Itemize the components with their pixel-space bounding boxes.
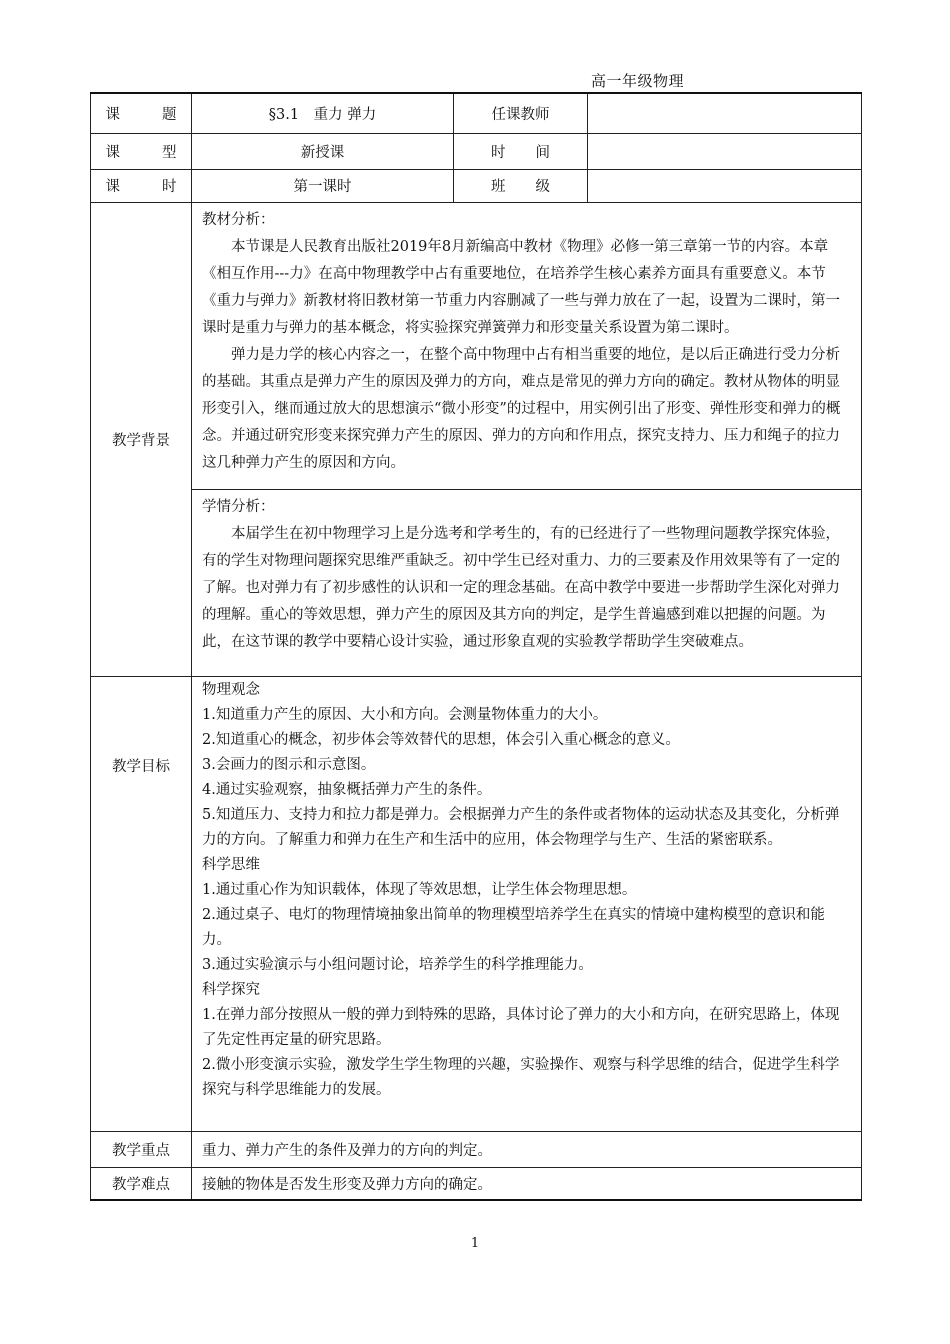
goal-item: 1.知道重力产生的原因、大小和方向。会测量物体重力的大小。 <box>202 706 608 723</box>
goal-item: 5.知道压力、支持力和拉力都是弹力。会根据弹力产生的条件或者物体的运动状态及其变化，分析弹力的方向。了解重力和弹力在生产和生活中的应用，体会物理学与生产、生活的紧密联系。 <box>202 806 840 848</box>
label-time: 时 间 <box>454 133 588 169</box>
key-point-row <box>91 1131 862 1167</box>
label-difficulty: 教学难点 <box>91 1167 192 1200</box>
students-heading: 学情分析： <box>202 498 275 515</box>
material-analysis <box>192 202 862 489</box>
info-row-period <box>91 169 862 202</box>
label-type: 课 型 <box>91 133 192 169</box>
student-analysis <box>192 489 862 676</box>
background-row-material <box>91 202 862 489</box>
difficulty-text: 接触的物体是否发生形变及弹力方向的确定。 <box>192 1167 862 1200</box>
goal-section-title: 科学探究 <box>202 981 260 998</box>
value-type: 新授课 <box>192 133 454 169</box>
goal-item: 2.通过桌子、电灯的物理情境抽象出简单的物理模型培养学生在真实的情境中建构模型的意识和能力。 <box>202 906 825 948</box>
value-teacher <box>588 93 862 133</box>
page-number: 1 <box>470 1236 480 1251</box>
goals-row <box>91 676 862 1131</box>
label-goals: 教学目标 <box>91 676 192 1131</box>
info-row-type <box>91 133 862 169</box>
value-topic: §3.1 重力 弹力 <box>192 93 454 133</box>
goal-item: 1.通过重心作为知识载体，体现了等效思想，让学生体会物理思想。 <box>202 881 637 898</box>
goal-section-title: 科学思维 <box>202 856 260 873</box>
label-teacher: 任课教师 <box>454 93 588 133</box>
goal-item: 1.在弹力部分按照从一般的弹力到特殊的思路，具体讨论了弹力的大小和方向，在研究思路上，体现了先定性再定量的研究思路。 <box>202 1006 840 1048</box>
label-class: 班 级 <box>454 169 588 202</box>
goal-item: 3.通过实验演示与小组问题讨论，培养学生的科学推理能力。 <box>202 956 593 973</box>
difficulty-row <box>91 1167 862 1200</box>
goal-section-title: 物理观念 <box>202 681 260 698</box>
goal-item: 3.会画力的图示和示意图。 <box>202 756 376 773</box>
value-time <box>588 133 862 169</box>
label-topic: 课 题 <box>91 93 192 133</box>
info-row-topic <box>91 93 862 133</box>
goal-item: 2.知道重心的概念，初步体会等效替代的思想，体会引入重心概念的意义。 <box>202 731 680 748</box>
lesson-plan-table <box>90 92 862 1201</box>
label-period: 课 时 <box>91 169 192 202</box>
grade-subject-header: 高一年级物理 <box>591 72 685 90</box>
background-row-students <box>91 489 862 676</box>
label-background: 教学背景 <box>91 202 192 676</box>
value-period: 第一课时 <box>192 169 454 202</box>
goal-item: 2.微小形变演示实验，激发学生学生物理的兴趣，实验操作、观察与科学思维的结合，促进学生科学探究与科学思维能力的发展。 <box>202 1056 840 1098</box>
label-key-point: 教学重点 <box>91 1131 192 1167</box>
goal-item: 4.通过实验观察，抽象概括弹力产生的条件。 <box>202 781 492 798</box>
key-point-text: 重力、弹力产生的条件及弹力的方向的判定。 <box>192 1131 862 1167</box>
students-paragraph-1: 本届学生在初中物理学习上是分选考和学考生的，有的已经进行了一些物理问题教学探究体验，有的学生对物理问题探究思维严重缺乏。初中学生已经对重力、力的三要素及作用效果等有了一定的了解。也对弹力有了初步感性的认识和一定的理念基础。在高中教学中要进一步帮助学生深化对弹力的理解。重心的等效思想，弹力产生的原因及其方向的判定，是学生普遍感到难以把握的问题。为此，在这节课的教学中要精心设计实验，通过形象直观的实验教学帮助学生突破难点。 <box>202 525 840 650</box>
value-class <box>588 169 862 202</box>
material-paragraph-2: 弹力是力学的核心内容之一，在整个高中物理中占有相当重要的地位，是以后正确进行受力分析的基础。其重点是弹力产生的原因及弹力的方向，难点是常见的弹力方向的确定。教材从物体的明显形变引入，继而通过放大的思想演示“微小形变”的过程中，用实例引出了形变、弹性形变和弹力的概念。并通过研究形变来探究弹力产生的原因、弹力的方向和作用点，探究支持力、压力和绳子的拉力这几种弹力产生的原因和方向。 <box>202 346 841 471</box>
material-heading: 教材分析： <box>202 211 275 228</box>
teaching-goals <box>192 676 862 1131</box>
material-paragraph-1: 本节课是人民教育出版社2019年8月新编高中教材《物理》必修一第三章第一节的内容。本章《相互作用---力》在高中物理教学中占有重要地位，在培养学生核心素养方面具有重要意义。本节《重力与弹力》新教材将旧教材第一节重力内容删减了一些与弹力放在了一起，设置为二课时，第一课时是重力与弹力的基本概念，将实验探究弹簧弹力和形变量关系设置为第二课时。 <box>202 238 840 336</box>
